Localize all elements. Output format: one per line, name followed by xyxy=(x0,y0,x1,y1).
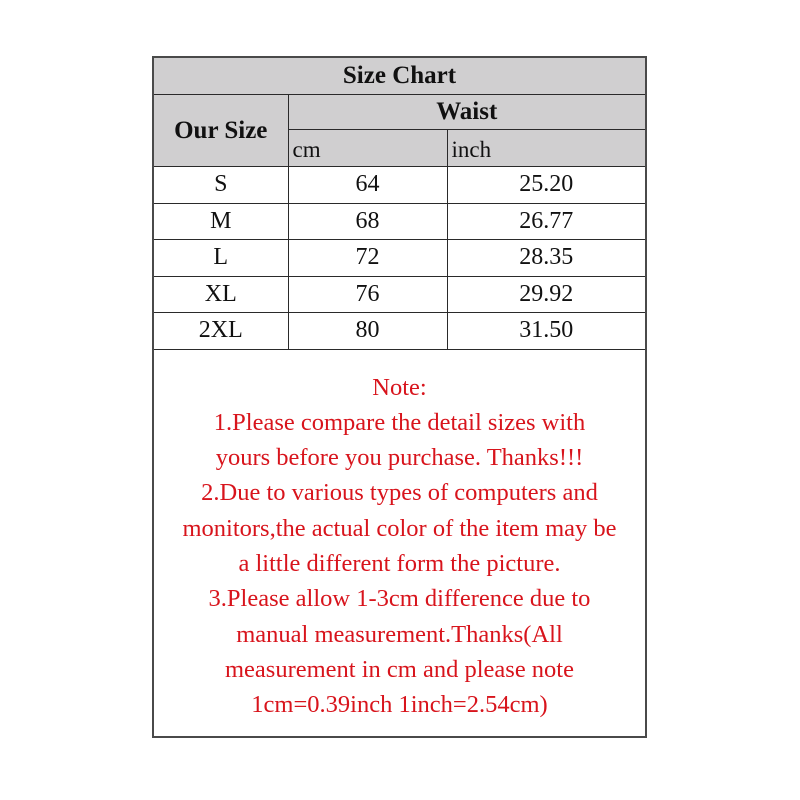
inch-cell: 25.20 xyxy=(447,167,645,204)
size-cell: XL xyxy=(154,276,288,313)
size-chart xyxy=(152,56,647,738)
note-line: measurement in cm and please note xyxy=(225,655,574,683)
note-line: a little different form the picture. xyxy=(238,549,561,577)
inch-cell: 28.35 xyxy=(447,240,645,277)
cm-cell: 76 xyxy=(288,276,447,313)
size-cell: M xyxy=(154,203,288,240)
inch-cell: 26.77 xyxy=(447,203,645,240)
table-row xyxy=(154,240,645,277)
cm-cell: 68 xyxy=(288,203,447,240)
note-line: monitors,the actual color of the item may be xyxy=(182,514,617,542)
cm-column-header: cm xyxy=(288,130,447,167)
inch-cell: 31.50 xyxy=(447,313,645,350)
table-row xyxy=(154,276,645,313)
size-cell: 2XL xyxy=(154,313,288,350)
table-row xyxy=(154,313,645,350)
table-row xyxy=(154,203,645,240)
note-line: yours before you purchase. Thanks!!! xyxy=(215,444,584,472)
note-line: 1cm=0.39inch 1inch=2.54cm) xyxy=(251,691,548,719)
note-line: 3.Please allow 1-3cm difference due to xyxy=(208,585,591,613)
note-line: manual measurement.Thanks(All xyxy=(236,620,563,648)
size-cell: L xyxy=(154,240,288,277)
note-line: 1.Please compare the detail sizes with xyxy=(213,408,586,436)
inch-column-header: inch xyxy=(447,130,645,167)
cm-cell: 64 xyxy=(288,167,447,204)
cm-cell: 80 xyxy=(288,313,447,350)
note-section xyxy=(154,350,645,723)
size-table xyxy=(154,58,645,350)
note-line: 2.Due to various types of computers and xyxy=(201,479,598,507)
table-row xyxy=(154,167,645,204)
inch-cell: 29.92 xyxy=(447,276,645,313)
size-column-header: Our Size xyxy=(154,95,288,167)
chart-title: Size Chart xyxy=(154,58,645,95)
note-heading: Note: xyxy=(372,373,427,401)
size-cell: S xyxy=(154,167,288,204)
waist-group-header: Waist xyxy=(288,95,645,130)
cm-cell: 72 xyxy=(288,240,447,277)
